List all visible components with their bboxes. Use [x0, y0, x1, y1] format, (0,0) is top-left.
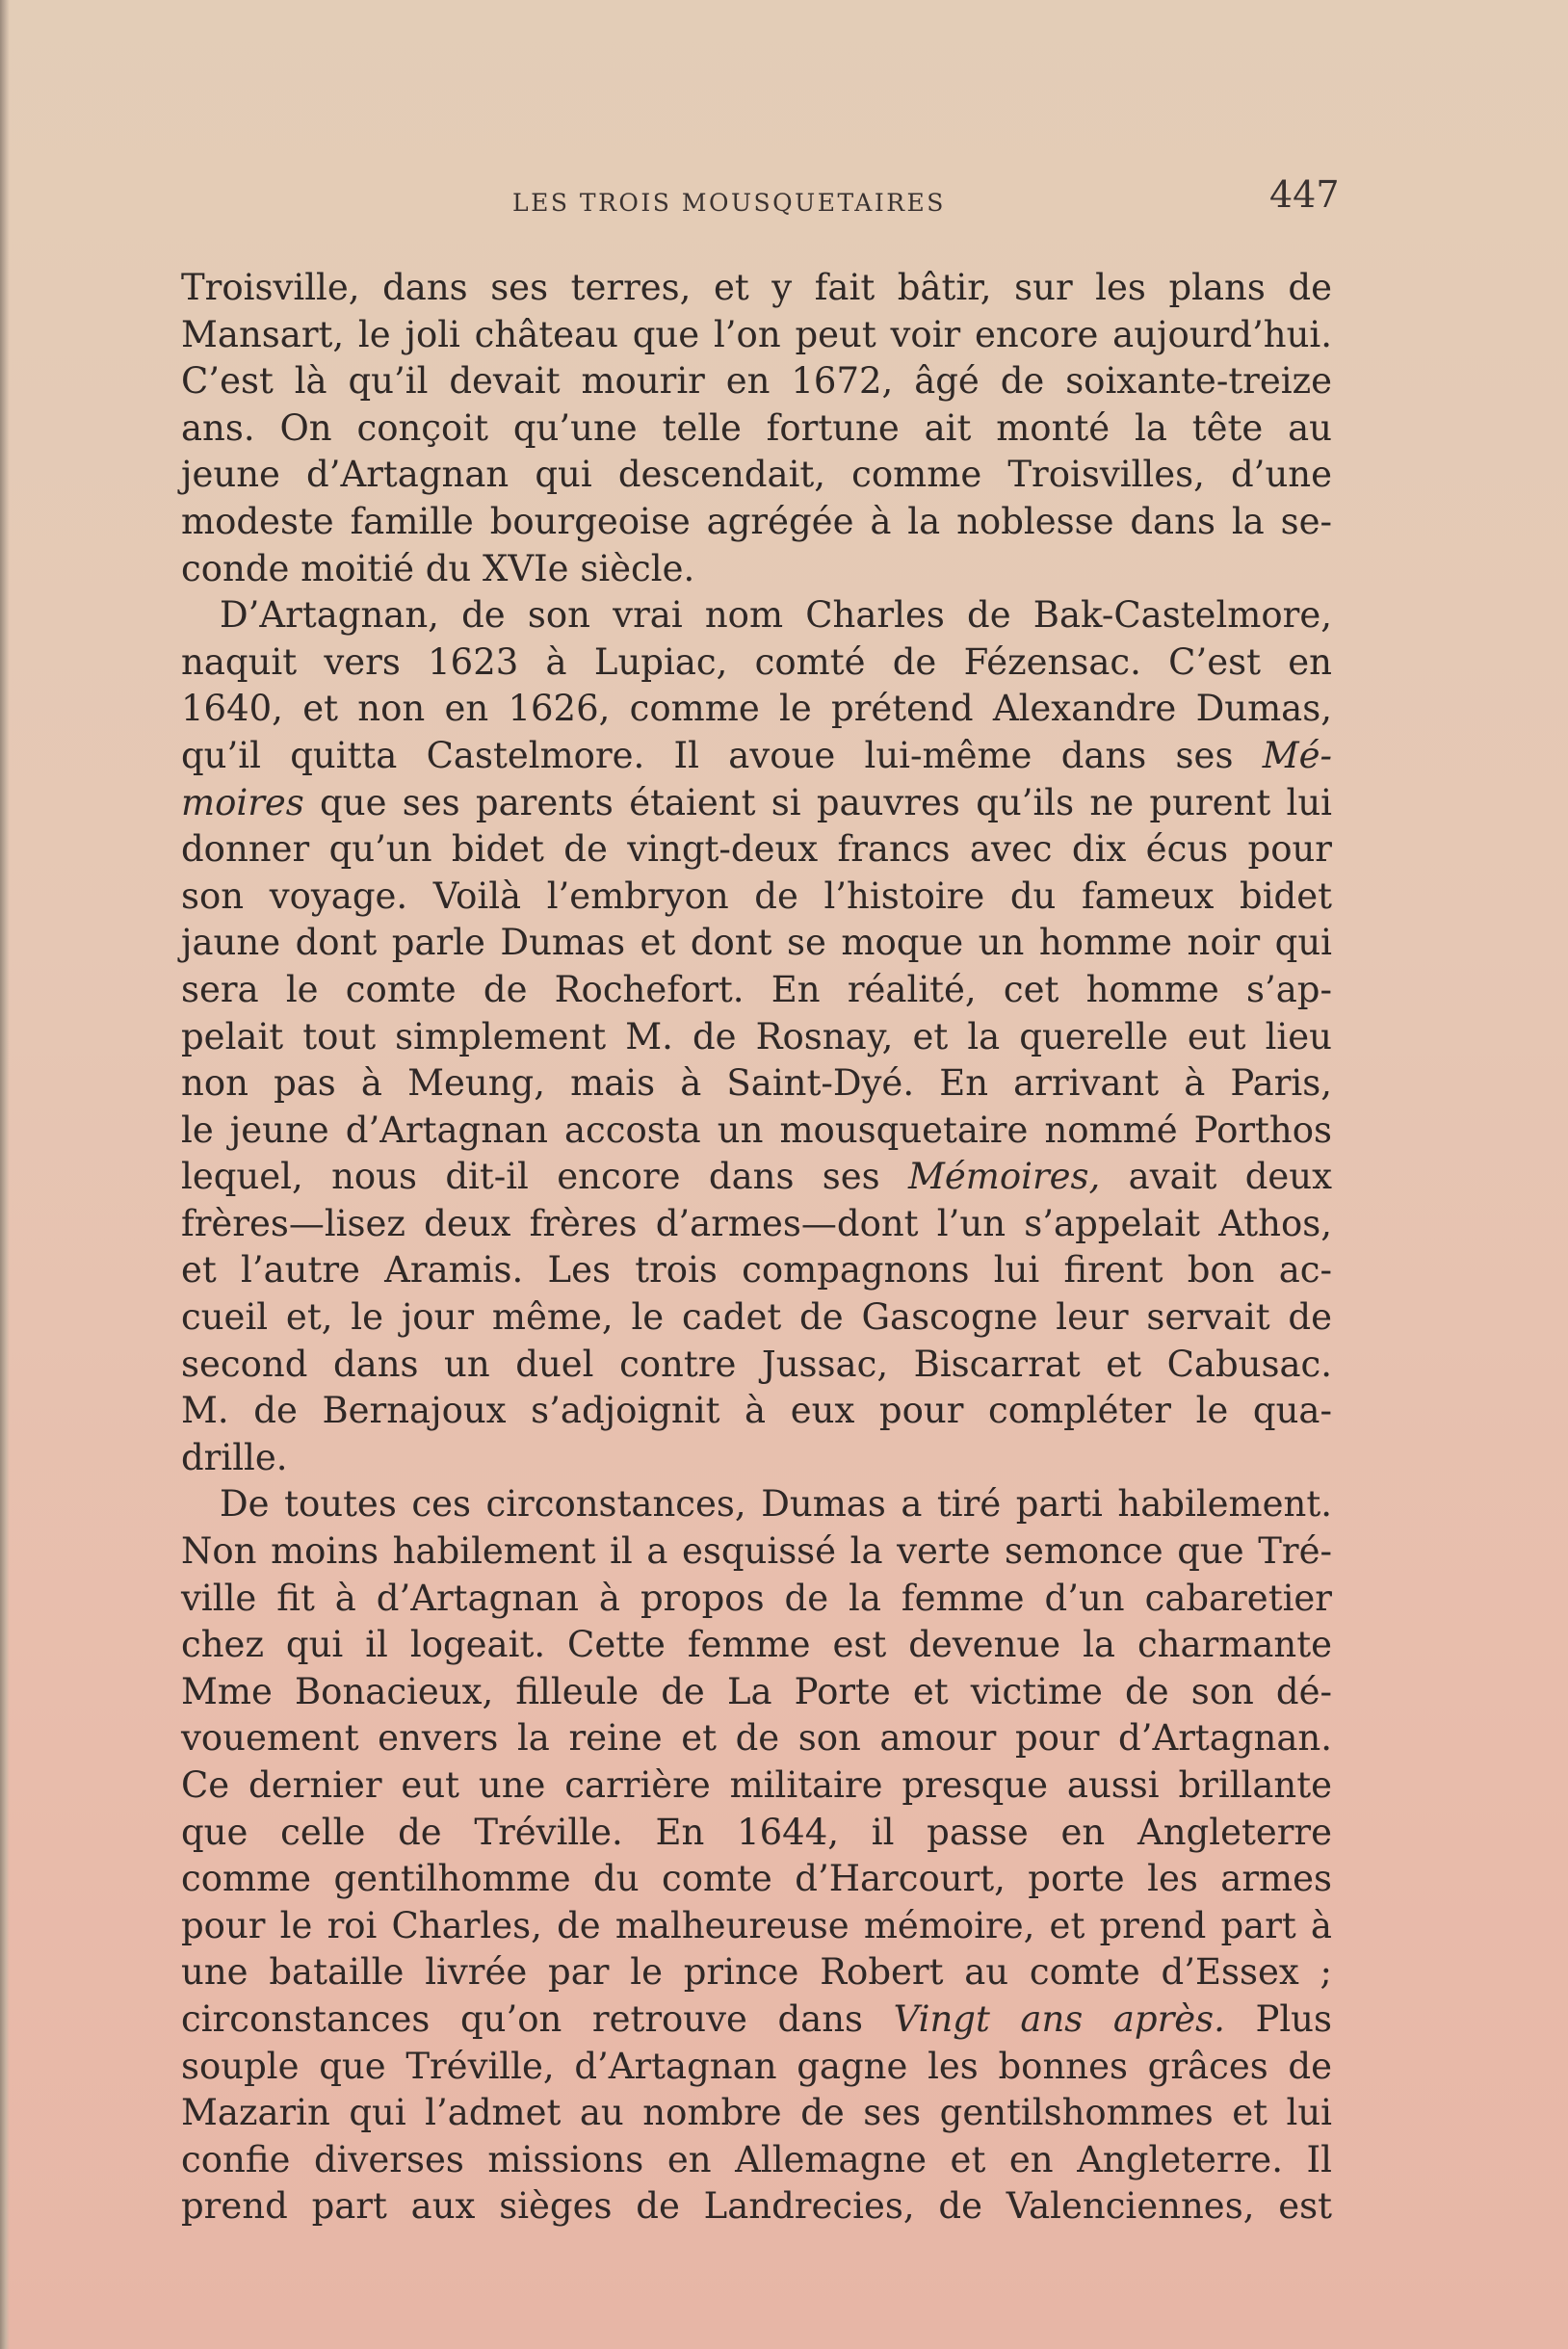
running-title: LES TROIS MOUSQUETAIRES	[512, 189, 946, 217]
text-line: naquit vers 1623 à Lupiac, comté de Fézensac. C’est en	[181, 640, 1332, 683]
text-line: jeune d’Artagnan qui descendait, comme Troisvilles, d’une	[181, 454, 1332, 496]
page-edge	[0, 0, 10, 2349]
text-line: cueil et, le jour même, le cadet de Gascogne leur servait de	[181, 1296, 1332, 1339]
text-line: modeste famille bourgeoise agrégée à la noblesse dans la se-	[181, 500, 1332, 542]
text-line: frères—lisez deux frères d’armes—dont l’un s’appelait Athos,	[181, 1202, 1332, 1244]
text-line: et l’autre Aramis. Les trois compagnons lui firent bon ac-	[181, 1249, 1332, 1292]
text-line: son voyage. Voilà l’embryon de l’histoire du fameux bidet	[181, 874, 1332, 917]
text-line: jaune dont parle Dumas et dont se moque un homme noir qui	[181, 922, 1332, 964]
text-line: souple que Tréville, d’Artagnan gagne les bonnes grâces de	[181, 2045, 1332, 2087]
text-line: drille.	[181, 1436, 288, 1478]
text-line: chez qui il logeait. Cette femme est devenue la charmante	[181, 1624, 1332, 1666]
text-line: que celle de Tréville. En 1644, il passe en Angleterre	[181, 1811, 1332, 1853]
text-line: le jeune d’Artagnan accosta un mousquetaire nommé Porthos	[181, 1109, 1332, 1151]
text-line: lequel, nous dit-il encore dans ses Mémoires, avait deux	[181, 1156, 1332, 1198]
text-line: 1640, et non en 1626, comme le prétend Alexandre Dumas,	[181, 688, 1332, 730]
text-line: Troisville, dans ses terres, et y fait bâtir, sur les plans de	[181, 267, 1332, 308]
text-line: ville fit à d’Artagnan à propos de la femme d’un cabaretier	[181, 1577, 1332, 1619]
page-number: 447	[1269, 173, 1340, 216]
text-line: C’est là qu’il devait mourir en 1672, âgé de soixante-treize	[181, 360, 1332, 403]
text-line: donner qu’un bidet de vingt-deux francs avec dix écus pour	[181, 828, 1332, 871]
text-line: sera le comte de Rochefort. En réalité, cet homme s’ap-	[181, 968, 1332, 1010]
text-line: Ce dernier eut une carrière militaire presque aussi brillante	[181, 1764, 1332, 1806]
paragraph-3	[181, 1481, 1332, 2231]
text-line: Mansart, le joli château que l’on peut voir encore aujourd’hui.	[181, 313, 1332, 355]
text-line: second dans un duel contre Jussac, Biscarrat et Cabusac.	[181, 1343, 1332, 1385]
text-line: Non moins habilement il a esquissé la verte semonce que Tré-	[181, 1530, 1332, 1573]
text-line: Mme Bonacieux, filleule de La Porte et victime de son dé-	[181, 1670, 1332, 1712]
text-line: ans. On conçoit qu’une telle fortune ait monté la tête au	[181, 406, 1332, 449]
text-line: pour le roi Charles, de malheureuse mémoire, et prend part à	[181, 1904, 1332, 1946]
body-text	[181, 265, 1332, 2231]
text-line: non pas à Meung, mais à Saint-Dyé. En arrivant à Paris,	[181, 1062, 1332, 1105]
text-line: pelait tout simplement M. de Rosnay, et la querelle eut lieu	[181, 1015, 1332, 1057]
text-line: comme gentilhomme du comte d’Harcourt, porte les armes	[181, 1858, 1332, 1900]
text-line: conde moitié du XVIe siècle.	[181, 547, 695, 589]
text-line: qu’il quitta Castelmore. Il avoue lui-même dans ses Mé-	[181, 734, 1332, 776]
text-line: De toutes ces circonstances, Dumas a tiré parti habilement.	[220, 1483, 1332, 1526]
text-line: moires que ses parents étaient si pauvres qu’ils ne purent lui	[181, 781, 1332, 823]
text-line: circonstances qu’on retrouve dans Vingt ans après. Plus	[181, 1997, 1332, 2040]
paragraph-2	[181, 592, 1332, 1481]
text-line: M. de Bernajoux s’adjoignit à eux pour compléter le qua-	[181, 1390, 1332, 1432]
text-line: prend part aux sièges de Landrecies, de Valenciennes, est	[181, 2185, 1332, 2228]
text-line: vouement envers la reine et de son amour pour d’Artagnan.	[181, 1717, 1332, 1760]
paragraph-1	[181, 265, 1332, 592]
text-line: confie diverses missions en Allemagne et en Angleterre. Il	[181, 2138, 1332, 2180]
text-line: D’Artagnan, de son vrai nom Charles de Bak-Castelmore,	[220, 594, 1332, 637]
text-line: Mazarin qui l’admet au nombre de ses gentilshommes et lui	[181, 2092, 1332, 2134]
text-line: une bataille livrée par le prince Robert au comte d’Essex ;	[181, 1951, 1332, 1994]
